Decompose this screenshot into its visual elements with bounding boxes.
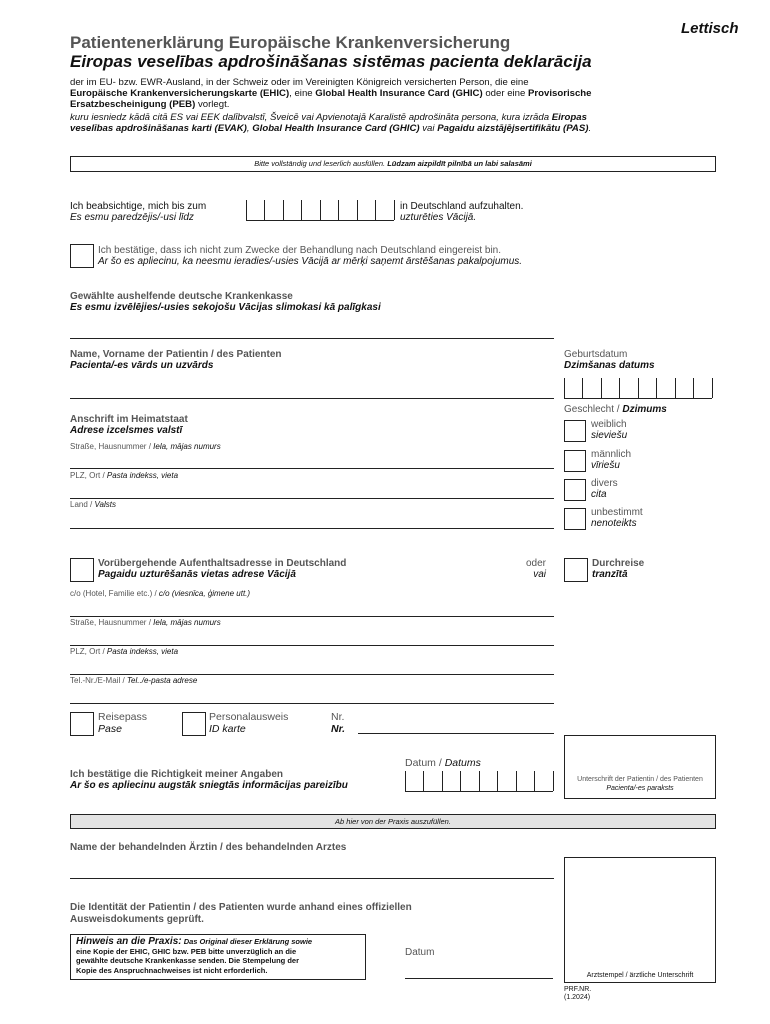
gender-male-label: männlich vīriešu [591,449,632,471]
stay-label: Ich beabsichtige, mich bis zum Es esmu paredzējis/-usi līdz [70,201,207,223]
practice-date-line[interactable] [405,978,553,979]
datum-practice-label: Datum [405,947,435,958]
home-street-line[interactable] [70,468,554,469]
dob-field[interactable] [564,378,712,399]
form-number: PRF.NR. (1.2024) [564,986,592,1001]
doctor-stamp-box[interactable] [564,857,716,983]
gender-undetermined-label: unbestimmt nenoteikts [591,507,643,529]
stay-after-label: in Deutschland aufzuhalten. uzturēties Vācijā. [400,201,524,223]
co-line[interactable] [70,616,554,617]
home-plz-label: PLZ, Ort / Pasta indekss, vieta [70,471,179,480]
temp-street-line[interactable] [70,645,554,646]
confirm-checkbox[interactable] [70,244,94,268]
truth-label: Ich bestätige die Richtigkeit meiner Angaben Ar šo es apliecinu augstāk sniegtās informācijas pareizību [70,769,348,791]
or-label: oder vai [525,558,546,580]
doctor-stamp-label: Arztstempel / ärztliche Unterschrift [586,972,694,979]
intro-latvian: kuru iesniedz kādā citā ES vai EEK dalībvalstī, Šveicē vai Apvienotajā Karalistē apdrošināta persona, kura izrāda Eiropas veselības apdrošināšanas karti (EVAK), Global Health Insurance Card (GHIC) vai Pagaidu aizstājējsertifikātu (PAS). [70,112,592,134]
fill-instruction: Bitte vollständig und leserlich ausfüllen. Lūdzam aizpildīt pilnībā un labi salasāmi [70,156,716,172]
patient-signature-box[interactable] [564,735,716,799]
passport-label: Reisepass Pase [98,711,148,735]
co-label: c/o (Hotel, Familie etc.) / c/o (viesnīca, ģimene utt.) [70,589,251,598]
gender-female-label: weiblich sieviešu [591,419,628,441]
home-address-label: Anschrift im Heimatstaat Adrese izcelsmes valstī [70,414,188,436]
transit-label: Durchreise tranzītā [592,558,645,580]
home-country-line[interactable] [70,528,554,529]
gender-diverse-label: divers cita [591,478,618,500]
insurer-label: Gewählte aushelfende deutsche Krankenkasse Es esmu izvēlējies/-usies sekojošu Vācijas slimokasi kā palīgkasi [70,291,381,313]
name-line[interactable] [70,398,554,399]
doc-number-label: Nr. Nr. [331,711,346,735]
practice-section-bar: Ab hier von der Praxis auszufüllen. [70,814,716,829]
stay-date-field[interactable] [246,200,394,221]
practice-hint-box [70,934,366,980]
home-plz-line[interactable] [70,498,554,499]
passport-checkbox[interactable] [70,712,94,736]
id-card-checkbox[interactable] [182,712,206,736]
doctor-name-line[interactable] [70,878,554,879]
home-country-label: Land / Valsts [70,500,116,509]
datum-label: Datum / Datums [405,757,481,769]
gender-diverse-checkbox[interactable] [564,479,586,501]
id-card-label: Personalausweis ID karte [209,711,289,735]
confirm-date-field[interactable] [405,771,553,792]
temp-plz-label: PLZ, Ort / Pasta indekss, vieta [70,647,179,656]
patient-signature-label: Unterschrift der Patientin / des Patienten Pacienta/-es paraksts [577,776,703,792]
temp-plz-line[interactable] [70,674,554,675]
gender-undetermined-checkbox[interactable] [564,508,586,530]
tel-label: Tel.-Nr./E-Mail / Tel../e-pasta adrese [70,676,198,685]
title-latvian: Eiropas veselības apdrošināšanas sistēmas pacienta deklarācija [70,52,592,71]
home-street-label: Straße, Hausnummer / Iela, mājas numurs [70,442,221,451]
intro-german: der im EU- bzw. EWR-Ausland, in der Schweiz oder im Vereinigten Königreich versicherten Person, die eine Europäische Krankenversicherungskarte (EHIC), eine Global Health Insurance Card (GHIC) oder eine Provisorische Ersatzbescheinigung (PEB) vorlegt. [70,77,592,110]
tel-line[interactable] [70,703,554,704]
identity-check-label: Die Identität der Patientin / des Patienten wurde anhand eines offiziellen Ausweisdokuments geprüft. [70,902,412,925]
temp-address-checkbox[interactable] [70,558,94,582]
dob-label: Geburtsdatum Dzimšanas datums [564,349,655,371]
doc-number-line[interactable] [358,733,554,734]
temp-address-label: Vorübergehende Aufenthaltsadresse in Deutschland Pagaidu uzturēšanās vietas adrese Vācijā [98,558,347,580]
temp-street-label: Straße, Hausnummer / Iela, mājas numurs [70,618,221,627]
name-label: Name, Vorname der Patientin / des Patienten Pacienta/-es vārds un uzvārds [70,349,282,371]
doctor-name-label: Name der behandelnden Ärztin / des behandelnden Arztes [70,842,347,853]
gender-label: Geschlecht / Dzimums [564,404,667,415]
transit-checkbox[interactable] [564,558,588,582]
practice-hint-text: Hinweis an die Praxis: Das Original dieser Erklärung sowie eine Kopie der EHIC, GHIC bzw. PEB bitte unverzüglich an die gewählte deutsche Krankenkasse senden. Die Stempelung der Kopie des Anspruchnachweises ist nicht erforderlich. [76,936,313,975]
gender-female-checkbox[interactable] [564,420,586,442]
gender-male-checkbox[interactable] [564,450,586,472]
language-label: Lettisch [681,20,739,37]
confirm-label: Ich bestätige, dass ich nicht zum Zwecke der Behandlung nach Deutschland eingereist bin. Ar šo es apliecinu, ka neesmu ieradies/-usies Vācijā ar mērķi saņemt ārstēšanas pakalpojumus. [98,245,523,267]
title-german: Patientenerklärung Europäische Krankenversicherung [70,33,511,52]
insurer-line[interactable] [70,338,554,339]
